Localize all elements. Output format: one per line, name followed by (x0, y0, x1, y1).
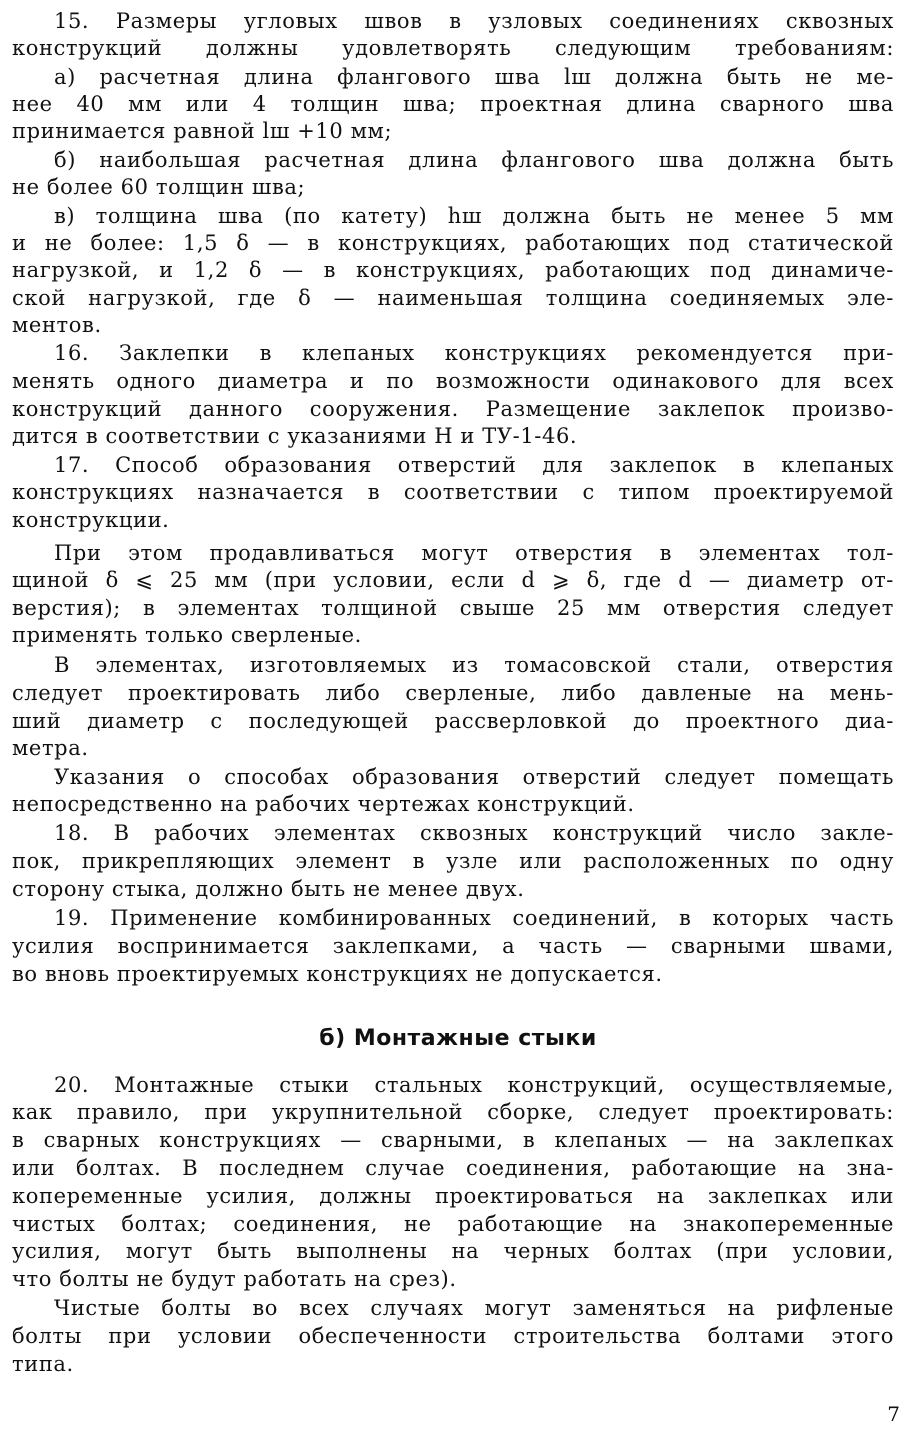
text-line: 19. Применение комбинированных соединений, в которых часть (54, 906, 894, 930)
text-line: и не более: 1,5 δ — в конструкциях, работающих под статической (12, 231, 894, 255)
text-line: Указания о способах образования отверстий следует помещать (54, 765, 894, 789)
text-line: усилия воспринимается заклепками, а часть — сварными швами, (12, 934, 894, 958)
text-line: в) толщина шва (по катету) hш должна быть не менее 5 мм (54, 204, 894, 228)
text-line: 18. В рабочих элементах сквозных конструкций число закле- (54, 821, 894, 845)
text-line: конструкций должны удовлетворять следующим требованиям: (12, 36, 894, 60)
text-line: во вновь проектируемых конструкциях не допускается. (12, 962, 663, 986)
text-line: конструкций данного сооружения. Размещение заклепок произво- (12, 397, 894, 421)
section-heading: б) Монтажные стыки (319, 1026, 597, 1051)
text-line: болты при условии обеспеченности строительства болтами этого (12, 1324, 894, 1348)
text-line: нее 40 мм или 4 толщин шва; проектная длина сварного шва (12, 92, 894, 116)
text-line: сторону стыка, должно быть не менее двух. (12, 877, 525, 901)
text-line: пок, прикрепляющих элемент в узле или расположенных по одну (12, 849, 894, 873)
text-line: применять только сверленые. (12, 623, 362, 647)
text-line: верстия); в элементах толщиной свыше 25 мм отверстия следует (12, 596, 894, 620)
text-line: усилия, могут быть выполнены на черных болтах (при условии, (12, 1239, 894, 1263)
text-line: нагрузкой, и 1,2 δ — в конструкциях, работающих под динамиче- (12, 258, 894, 282)
text-line: ший диаметр с последующей рассверловкой до проектного диа- (12, 709, 894, 733)
text-line: 15. Размеры угловых швов в узловых соединениях сквозных (54, 9, 894, 33)
text-line: типа. (12, 1352, 74, 1376)
text-line: дится в соответствии с указаниями Н и ТУ-1-46. (12, 424, 578, 448)
text-line: непосредственно на рабочих чертежах конструкций. (12, 792, 635, 816)
text-line: 16. Заклепки в клепаных конструкциях рекомендуется при- (54, 341, 894, 365)
text-line: или болтах. В последнем случае соединения, работающие на зна- (12, 1156, 894, 1180)
page-number: 7 (887, 1402, 900, 1426)
text-line: В элементах, изготовляемых из томасовской стали, отверстия (54, 653, 894, 677)
text-line: не более 60 толщин шва; (12, 175, 306, 199)
text-line: 17. Способ образования отверстий для заклепок в клепаных (54, 453, 894, 477)
text-line: менять одного диаметра и по возможности одинакового для всех (12, 369, 894, 393)
text-line: щиной δ ⩽ 25 мм (при условии, если d ⩾ δ, где d — диаметр от- (12, 568, 894, 592)
text-line: конструкциях назначается в соответствии с типом проектируемой (12, 480, 894, 504)
text-line: 20. Монтажные стыки стальных конструкций, осуществляемые, (54, 1073, 894, 1097)
text-line: конструкции. (12, 508, 170, 532)
text-line: что болты не будут работать на срез). (12, 1267, 457, 1291)
text-line: При этом продавливаться могут отверстия в элементах тол- (54, 541, 894, 565)
text-line: ментов. (12, 313, 102, 337)
text-line: в сварных конструкциях — сварными, в клепаных — на заклепках (12, 1128, 894, 1152)
text-line: а) расчетная длина флангового шва lш должна быть не ме- (54, 65, 894, 89)
text-line: ской нагрузкой, где δ — наименьшая толщина соединяемых эле- (12, 286, 894, 310)
text-line: как правило, при укрупнительной сборке, следует проектировать: (12, 1100, 894, 1124)
text-line: чистых болтах; соединения, не работающие на знакопеременные (12, 1212, 894, 1236)
text-line: копеременные усилия, должны проектироваться на заклепках или (12, 1184, 894, 1208)
text-line: метра. (12, 736, 89, 760)
text-line: б) наибольшая расчетная длина флангового шва должна быть (54, 148, 894, 172)
text-line: принимается равной lш +10 мм; (12, 119, 393, 143)
text-line: Чистые болты во всех случаях могут заменяться на рифленые (54, 1296, 894, 1320)
text-line: следует проектировать либо сверленые, либо давленые на мень- (12, 681, 894, 705)
